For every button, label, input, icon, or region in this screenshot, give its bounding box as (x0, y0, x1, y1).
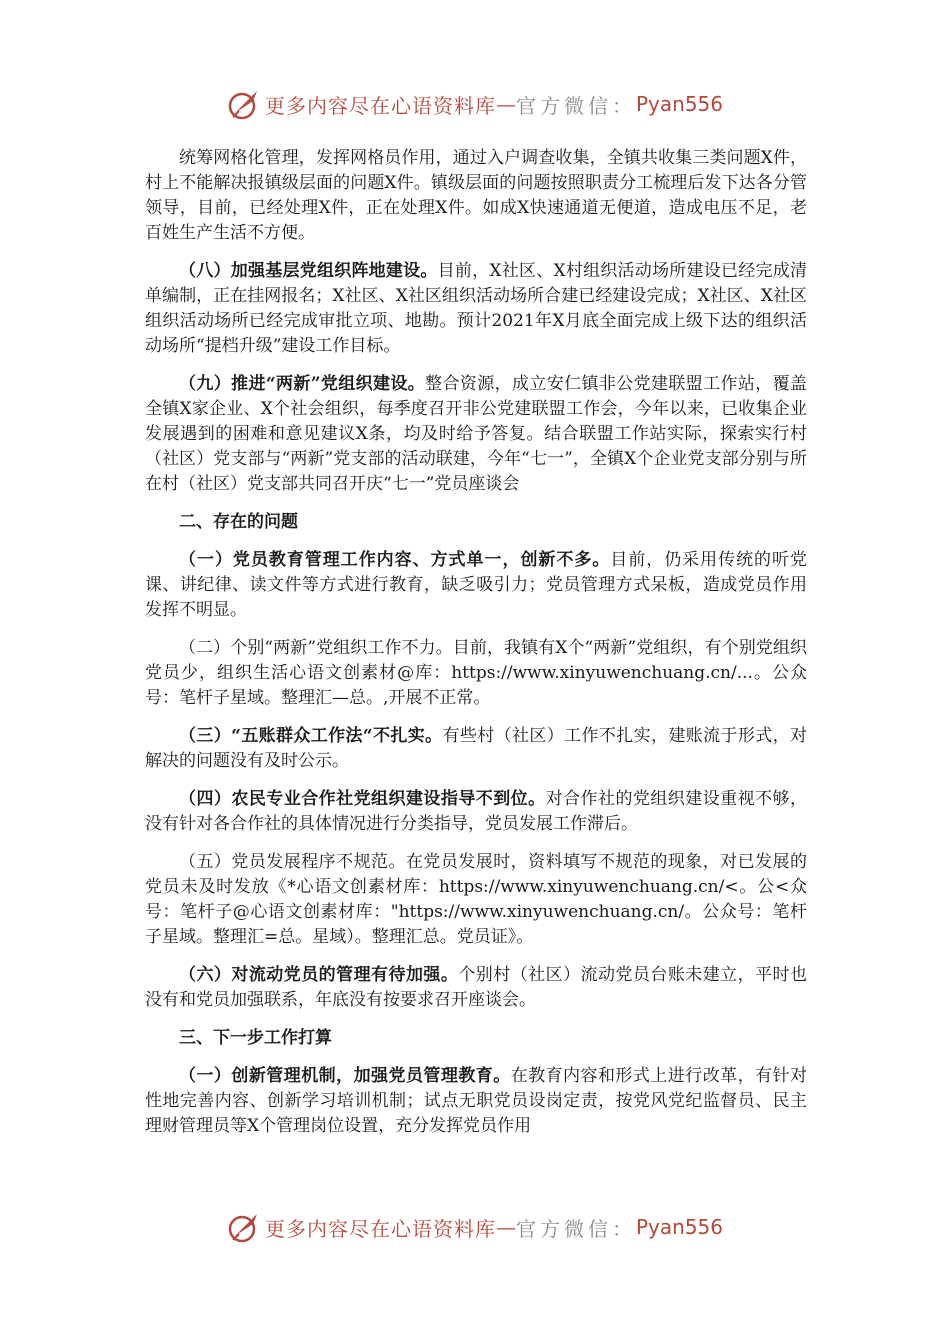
banner-wechat-label: 官方微信： (515, 93, 636, 118)
section-heading-problems: 二、存在的问题 (179, 512, 298, 532)
problem-item-2: （二）个别“两新”党组织工作不力。目前，我镇有X个“两新”党组织，有个别党组织党员少，组织生活心语文创素材@库：https://www.xinyuwenchuang.cn/...。公众号：笔杆子星域。整理汇—总。,开展不正常。 (145, 638, 807, 708)
document-body (145, 146, 807, 1152)
quill-logo-icon (227, 87, 261, 121)
section-heading-next-steps: 三、下一步工作打算 (179, 1028, 332, 1048)
banner-dash: — (495, 1215, 516, 1239)
paragraph-item-8: （八）加强基层党组织阵地建设。目前，X社区、X村组织活动场所建设已经完成清单编制，正在挂网报名；X社区、X社区组织活动场所合建已经建设完成；X社区、X社区组织活动场所已经完成审批立项、地勘。预计2021年X月底全面完成上级下达的组织活动场所“提档升级”建设工作目标。 (145, 261, 807, 356)
banner-wechat-id: Pyan556 (635, 92, 723, 116)
problem-item-5: （五）党员发展程序不规范。在党员发展时，资料填写不规范的现象，对已发展的党员未及时发放《*心语文创素材库：https://www.xinyuwenchuang.cn/<。公<众号：笔杆子@心语文创素材库："https://www.xinyuwenchuang.cn/。公众号：笔杆子星域。整理汇=总。星域）。整理汇总。党员证》。 (145, 852, 807, 947)
banner-dash: — (495, 92, 516, 116)
footer-banner (0, 1207, 950, 1247)
header-banner (0, 84, 950, 124)
banner-text: 更多内容尽在心语资料库 (264, 1216, 496, 1241)
problem-item-4: （四）农民专业合作社党组织建设指导不到位。对合作社的党组织建设重视不够，没有针对各合作社的具体情况进行分类指导，党员发展工作滞后。 (145, 789, 808, 834)
banner-text: 更多内容尽在心语资料库 (264, 93, 496, 118)
banner-wechat-id: Pyan556 (635, 1215, 723, 1239)
problem-item-6: （六）对流动党员的管理有待加强。个别村（社区）流动党员台账未建立，平时也没有和党员加强联系，年底没有按要求召开座谈会。 (145, 965, 808, 1010)
problem-item-3: （三）“五账群众工作法“不扎实。有些村（社区）工作不扎实，建账流于形式，对解决的问题没有及时公示。 (145, 726, 807, 771)
quill-logo-icon (227, 1210, 261, 1244)
paragraph-grid-management: 统筹网格化管理，发挥网格员作用，通过入户调查收集，全镇共收集三类问题X件，村上不能解决报镇级层面的问题X件。镇级层面的问题按照职责分工梳理后发下达各分管领导，目前，已经处理X件，正在处理X件。如成X快速通道无便道，造成电压不足，老百姓生产生活不方便。 (145, 148, 807, 243)
banner-wechat-label: 官方微信： (515, 1216, 636, 1241)
paragraph-item-9: （九）推进“两新”党组织建设。整合资源，成立安仁镇非公党建联盟工作站，覆盖全镇X家企业、X个社会组织，每季度召开非公党建联盟工作会，今年以来，已收集企业发展遇到的困难和意见建议X条，均及时给予答复。结合联盟工作站实际，探索实行村（社区）党支部与“两新”党支部的活动联建，今年“七一”，全镇X个企业党支部分别与所在村（社区）党支部共同召开庆“七一”党员座谈会 (145, 374, 807, 494)
problem-item-1: （一）党员教育管理工作内容、方式单一，创新不多。目前，仍采用传统的听党课、讲纪律、读文件等方式进行教育，缺乏吸引力；党员管理方式呆板，造成党员作用发挥不明显。 (145, 550, 808, 620)
plan-item-1: （一）创新管理机制，加强党员管理教育。在教育内容和形式上进行改革，有针对性地完善内容、创新学习培训机制；试点无职党员设岗定责，按党风党纪监督员、民主理财管理员等X个管理岗位设置，充分发挥党员作用 (145, 1066, 808, 1136)
